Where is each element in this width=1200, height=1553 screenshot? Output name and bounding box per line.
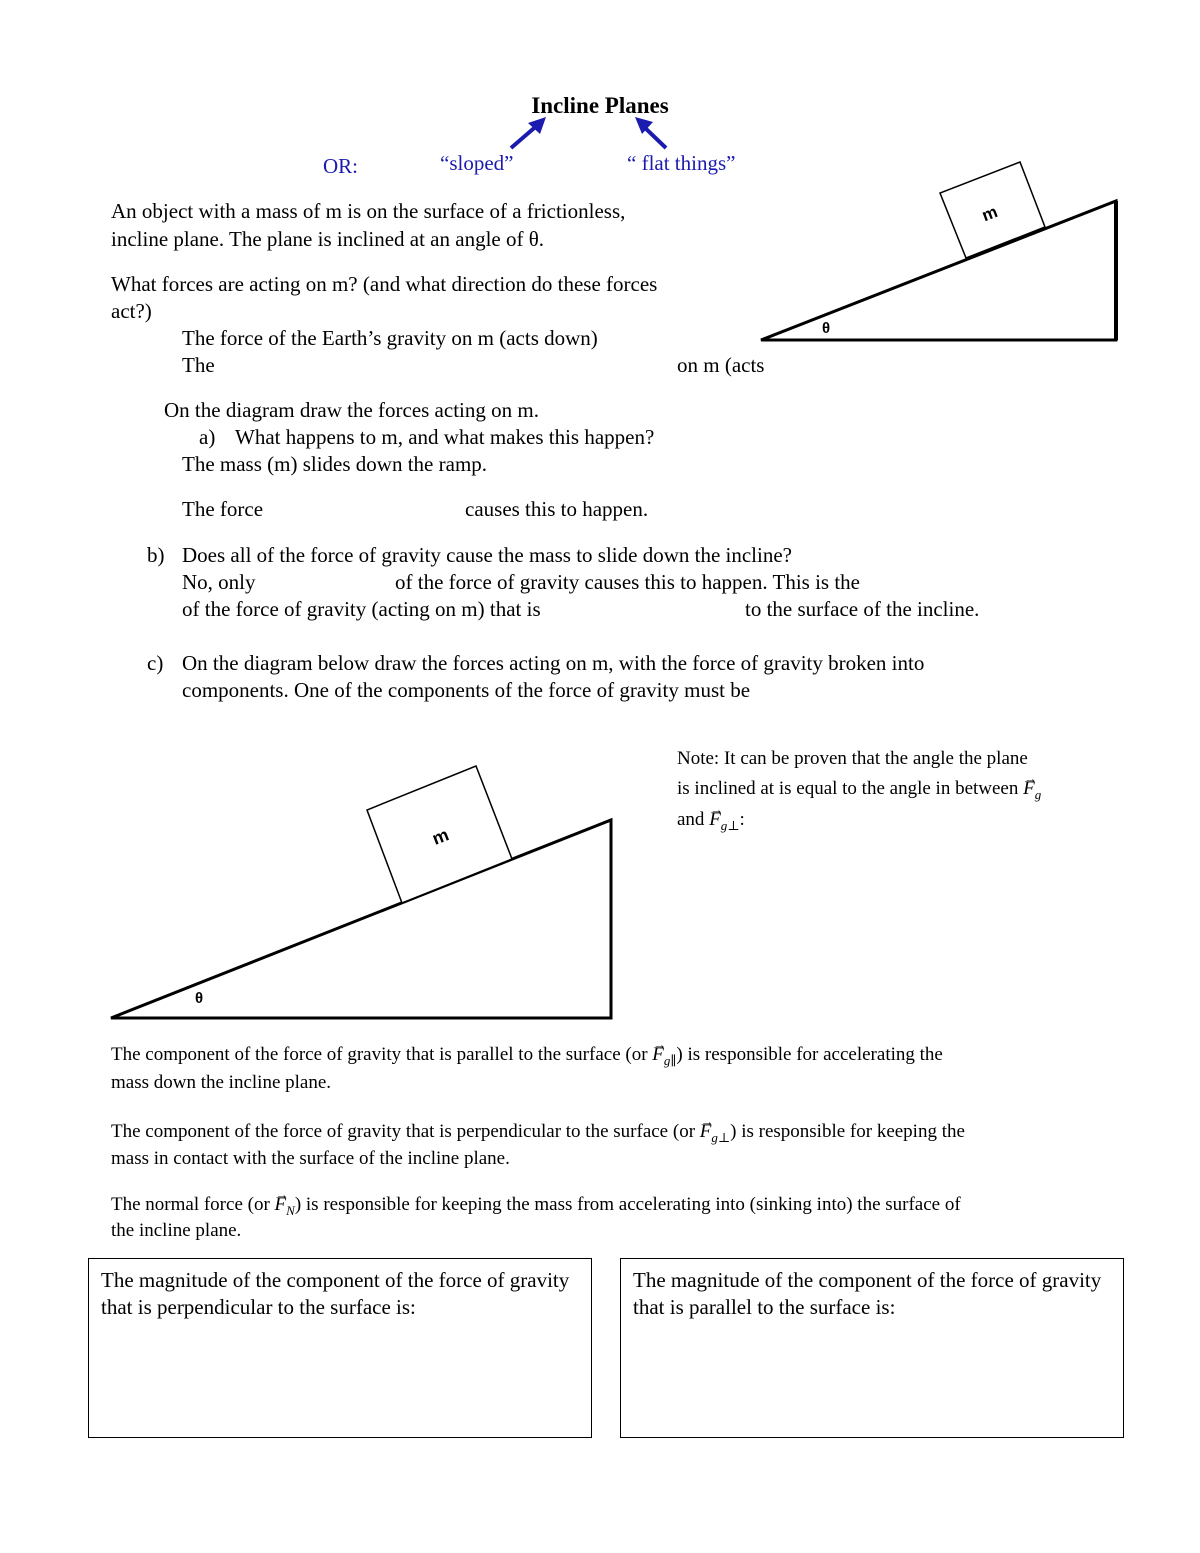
angle-label: θ [822,320,831,337]
vector-fg-perpendicular [699,1121,731,1145]
incline-triangle-large [111,820,611,1018]
intro-line-1: An object with a mass of m is on the surface of a frictionless, [111,199,626,223]
force-gravity: The force of the Earth’s gravity on m (acts down) [182,326,598,350]
vector-fg-letter: F [1023,778,1035,799]
question-line-1: What forces are acting on m? (and what direction do these forces [111,272,658,296]
paragraph-parallel-start: The component of the force of gravity that is parallel to the surface (or [111,1044,648,1065]
header-or: OR: [323,154,359,178]
question-a-answer: The mass (m) slides down the ramp. [182,452,488,476]
angle-label-large: θ [195,990,204,1007]
question-a-force-end: causes this to happen. [465,497,649,521]
note-tail: : [739,809,745,830]
vector-fn-letter: F [274,1194,287,1215]
header-flat: “ flat things” [627,151,736,175]
note-line-2-text: is inclined at is equal to the angle in between [677,778,1019,799]
page-title: Incline Planes [531,93,669,118]
vector-fg-perpendicular-letter: F [699,1121,712,1142]
question-b-label: b) [147,543,165,567]
vector-fn-sub: N [286,1202,295,1218]
question-b-line2-end: to the surface of the incline. [745,597,980,621]
mass-label: m [979,202,1001,226]
intro-line-2: incline plane. The plane is inclined at an angle of θ. [111,227,545,251]
question-b-line1-end: of the force of gravity causes this to happen. This is the [395,570,860,594]
force-normal-end: on m (acts [677,353,765,377]
vector-fg-perpendicular-sub: g⊥ [711,1129,731,1145]
question-a-text: What happens to m, and what makes this happen? [235,425,655,449]
question-c-line1: On the diagram below draw the forces acting on m, with the force of gravity broken into [182,651,925,675]
paragraph-perpendicular-line2: mass in contact with the surface of the incline plane. [111,1148,510,1169]
note-line-3-text: and [677,809,705,830]
question-c-label: c) [147,651,164,675]
paragraph-normal-end: ) is responsible for keeping the mass from accelerating into (sinking into) the surface of [294,1194,961,1215]
paragraph-parallel-end: ) is responsible for accelerating the [676,1044,943,1065]
paragraph-normal-line2: the incline plane. [111,1220,242,1241]
answer-box-parallel[interactable] [620,1258,1124,1438]
question-b-line2-start: of the force of gravity (acting on m) that is [182,597,541,621]
answer-box-perpendicular[interactable] [88,1258,592,1438]
paragraph-perpendicular-start: The component of the force of gravity that is perpendicular to the surface (or [111,1121,696,1142]
header-sloped: “sloped” [440,151,514,175]
note-line-1: Note: It can be proven that the angle the plane [677,748,1028,769]
question-a-force-start: The force [182,497,264,521]
vector-fg-parallel-sub: g∥ [663,1052,677,1068]
paragraph-perpendicular-end: ) is responsible for keeping the [730,1121,965,1142]
mass-label-large: m [429,824,452,849]
question-a-label: a) [199,425,216,449]
vector-fg-parallel-letter: F [652,1044,664,1065]
diagram-instruction: On the diagram draw the forces acting on m. [164,398,539,422]
vector-fg-sub: g [1034,786,1042,802]
answer-box-parallel-text: The magnitude of the component of the force of gravity that is parallel to the surface is: [633,1268,1102,1319]
question-c-line2: components. One of the components of the force of gravity must be [182,678,751,702]
question-b-text: Does all of the force of gravity cause the mass to slide down the incline? [182,543,792,567]
answer-box-perpendicular-text: The magnitude of the component of the force of gravity that is perpendicular to the surface is: [101,1268,570,1319]
vector-fg-parallel [652,1044,677,1068]
vector-fg-perp-sub: g⊥ [720,817,740,833]
question-b-line1-start: No, only [182,570,256,594]
paragraph-parallel-line2: mass down the incline plane. [111,1072,332,1093]
question-line-2: act?) [111,299,152,323]
vector-fg-perp-letter: F [709,809,721,830]
paragraph-normal-start: The normal force (or [111,1194,270,1215]
vector-fn [274,1194,295,1218]
force-normal-start: The [182,353,215,377]
